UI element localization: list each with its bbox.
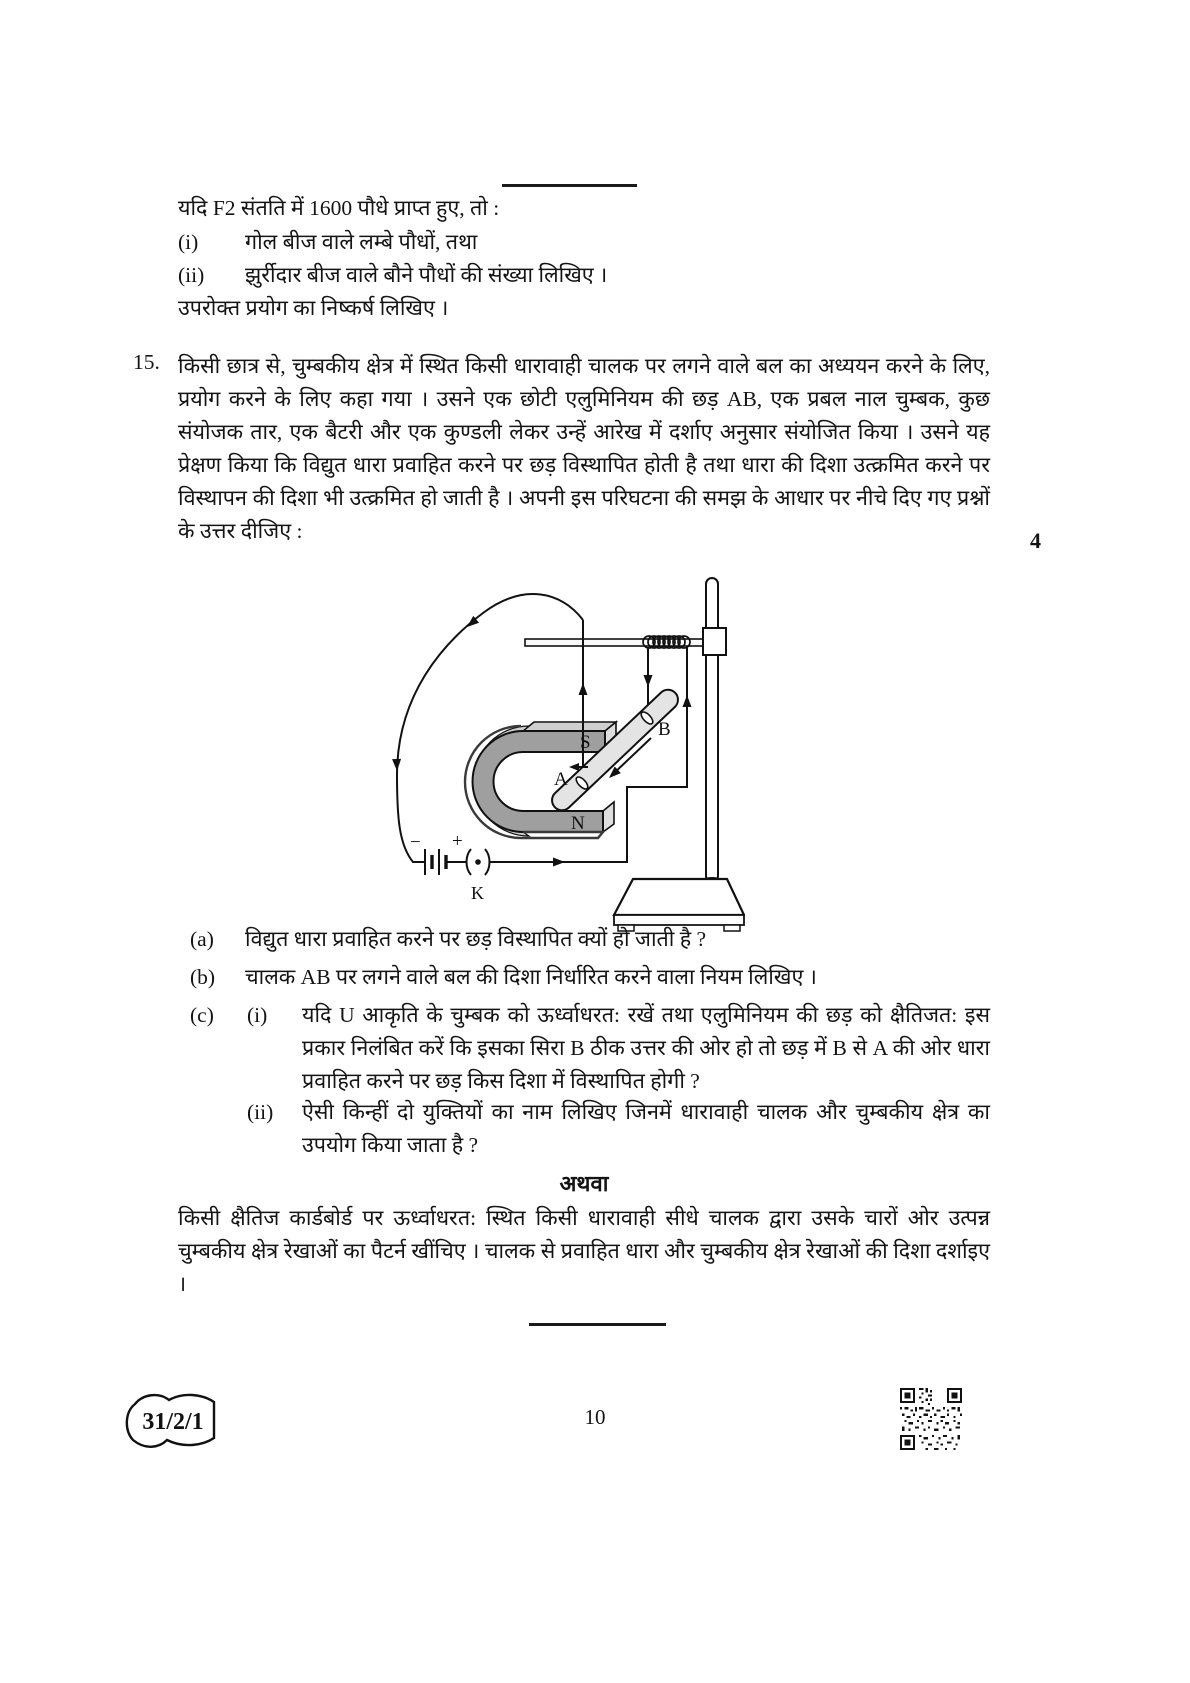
part-c-ii-label: (ii) — [247, 1100, 274, 1124]
experiment-diagram — [355, 535, 745, 955]
current-arrow-icon — [392, 759, 401, 771]
question-number: 15. — [133, 350, 160, 374]
marks-badge: 4 — [1030, 528, 1041, 553]
n-pole-label: N — [571, 813, 585, 834]
top-divider — [502, 184, 637, 187]
intro-item-i-text: गोल बीज वाले लम्बे पौधों, तथा — [245, 230, 478, 254]
part-c-i-label: (i) — [247, 1003, 268, 1027]
intro-item-ii-label: (ii) — [178, 263, 205, 287]
or-heading: अथवा — [559, 1171, 609, 1196]
part-c-label: (c) — [190, 1003, 214, 1027]
rod-end-b-label: B — [658, 719, 671, 740]
key-label: K — [471, 883, 484, 903]
part-a-text: विद्युत धारा प्रवाहित करने पर छड़ विस्थापित क्यों हो जाती है ? — [245, 927, 707, 951]
stand-pole — [706, 578, 718, 882]
paper-code: 31/2/1 — [142, 1409, 204, 1435]
question-body: किसी छात्र से, चुम्बकीय क्षेत्र में स्थित किसी धारावाही चालक पर लगने वाले बल का अध्ययन करने के लिए, प्रयोग करने के लिए कहा गया । उसने एक छोटी एलुमिनियम की छड़ AB, एक प्रबल नाल चुम्बक, कुछ संयोजक तार, एक बैटरी और एक कुण्डली लेकर उन्हें आरेख में दर्शाए अनुसार संयोजित किया । उसने यह प्रेक्षण किया कि विद्युत धारा प्रवाहित करने पर छड़ विस्थापित होती है तथा धारा की दिशा उत्क्रमित करने पर विस्थापन की दिशा भी उत्क्रमित हो जाती है । अपनी इस परिघटना की समझ के आधार पर नीचे दिए गए प्रश्नों के उत्तर दीजिए : — [178, 354, 990, 543]
part-a-label: (a) — [190, 927, 214, 951]
battery-minus-label: − — [410, 832, 421, 853]
part-b-label: (b) — [190, 965, 216, 989]
or-question-text: किसी क्षैतिज कार्डबोर्ड पर ऊर्ध्वाधरत: स्थित किसी धारावाही सीधे चालक द्वारा उसके चारों ओर उत्पन्न चुम्बकीय क्षेत्र रेखाओं का पैटर्न खींचिए । चालक से प्रवाहित धारा और चुम्बकीय क्षेत्र रेखाओं की दिशा दर्शाइए । — [178, 1206, 990, 1296]
rod-end-a-label: A — [554, 769, 568, 790]
part-c-ii-text: ऐसी किन्हीं दो युक्तियों का नाम लिखिए जिनमें धारावाही चालक और चुम्बकीय क्षेत्र का उपयोग किया जाता है ? — [302, 1100, 990, 1157]
part-c-i-text: यदि U आकृति के चुम्बक को ऊर्ध्वाधरत: रखें तथा एलुमिनियम की छड़ को क्षैतिजत: इस प्रकार निलंबित करें कि इसका सिरा B ठीक उत्तर की ओर हो तो छड़ में B से A की ओर धारा प्रवाहित करने पर छड़ किस दिशा में विस्थापित होगी ? — [302, 1003, 990, 1093]
intro-closing: उपरोक्त प्रयोग का निष्कर्ष लिखिए । — [178, 296, 449, 320]
intro-item-i-label: (i) — [178, 230, 199, 254]
stand-clamp — [703, 628, 726, 655]
current-arrow-icon — [683, 695, 692, 707]
current-arrow-icon — [644, 675, 653, 687]
bottom-divider — [529, 1323, 666, 1326]
current-arrow-icon — [553, 858, 565, 867]
stand-base — [614, 879, 744, 915]
current-arrow-icon — [579, 683, 588, 695]
battery-plus-label: + — [452, 831, 463, 852]
page-number: 10 — [584, 1405, 606, 1429]
intro-item-ii-text: झुर्रीदार बीज वाले बौने पौधों की संख्या लिखिए । — [245, 263, 608, 287]
part-b-text: चालक AB पर लगने वाले बल की दिशा निर्धारित करने वाला नियम लिखिए । — [245, 965, 817, 989]
s-pole-label: S — [580, 732, 591, 753]
key-icon — [446, 849, 490, 875]
qr-code — [900, 1388, 962, 1450]
intro-lead: यदि F2 संतति में 1600 पौधे प्राप्त हुए, तो : — [178, 196, 500, 220]
battery-icon — [425, 849, 446, 875]
